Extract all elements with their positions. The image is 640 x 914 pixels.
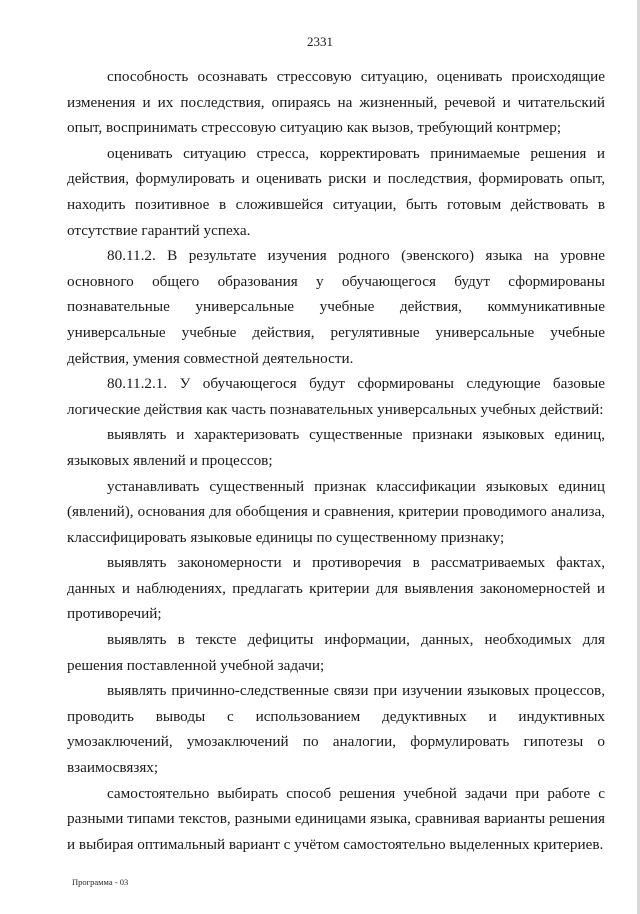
paragraph: оценивать ситуацию стресса, корректировать принимаемые решения и действия, формулировать и оценивать риски и последствия, формировать опыт, находить позитивное в сложившейся ситуации, быть готовым действовать в отсутствие гарантий успеха.: [67, 144, 605, 239]
paragraph: 80.11.2.1. У обучающегося будут сформированы следующие базовые логические действия как часть познавательных универсальных учебных действий:: [67, 375, 605, 418]
page-footer: Программа - 03: [72, 877, 129, 887]
paragraph: выявлять причинно-следственные связи при изучении языковых процессов, проводить выводы с использованием дедуктивных и индуктивных умозаключений, умозаключений по аналогии, формулировать гипотезы о взаимосвязях;: [67, 682, 605, 777]
paragraph: 80.11.2. В результате изучения родного (эвенского) языка на уровне основного общего образования у обучающегося будут сформированы познавательные универсальные учебные действия, коммуникативные универсальные учебные действия, регулятивные универсальные учебные действия, умения совместной деятельности.: [67, 247, 605, 367]
paragraph: самостоятельно выбирать способ решения учебной задачи при работе с разными типами текстов, разными единицами языка, сравнивая варианты решения и выбирая оптимальный вариант с учётом самостоятельно выделенных критериев.: [67, 784, 605, 853]
body-text: [67, 64, 605, 857]
paragraph: выявлять закономерности и противоречия в рассматриваемых фактах, данных и наблюдениях, предлагать критерии для выявления закономерностей и противоречий;: [67, 554, 605, 623]
paragraph: выявлять в тексте дефициты информации, данных, необходимых для решения поставленной учебной задачи;: [67, 631, 605, 674]
paragraph: способность осознавать стрессовую ситуацию, оценивать происходящие изменения и их последствия, опираясь на жизненный, речевой и читательский опыт, воспринимать стрессовую ситуацию как вызов, требующий контрмер;: [67, 68, 605, 137]
paragraph: устанавливать существенный признак классификации языковых единиц (явлений), основания для обобщения и сравнения, критерии проводимого анализа, классифицировать языковые единицы по существенному признаку;: [67, 477, 605, 546]
paragraph: выявлять и характеризовать существенные признаки языковых единиц, языковых явлений и процессов;: [67, 426, 605, 469]
page-number: 2331: [307, 34, 333, 49]
